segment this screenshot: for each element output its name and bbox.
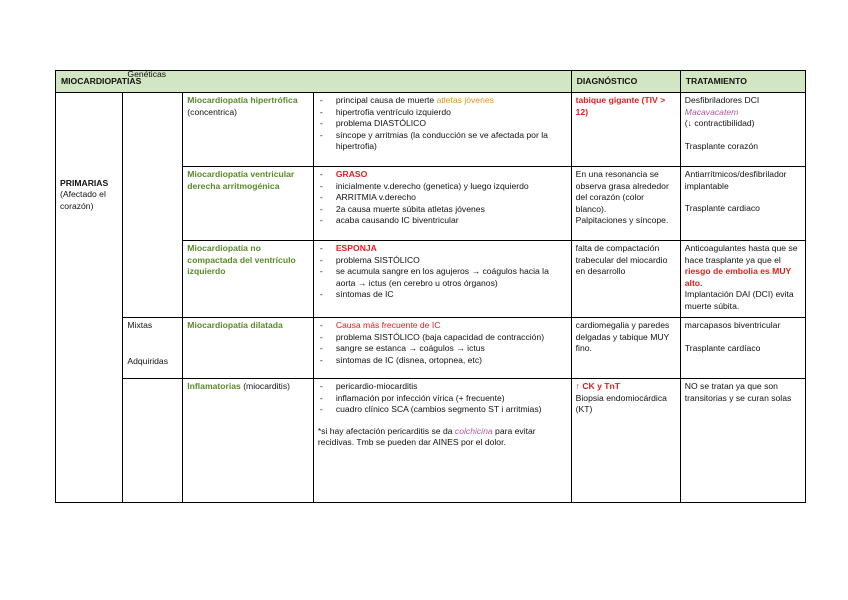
list-item: - inflamación por infección vírica (+ frecuente) (318, 393, 567, 405)
diag-no-compactada: falta de compactación trabecular del miocardio en desarrollo (571, 241, 680, 318)
row-dilatada (56, 318, 806, 379)
list-item: - Causa más frecuente de IC (318, 320, 567, 332)
list-item: - síntomas de IC (318, 289, 567, 301)
list-item: - problema DIASTÓLICO (318, 118, 567, 130)
group-geneticas-label: Genéticas (127, 69, 167, 79)
trat-dilatada: marcapasos biventricular Trasplante cardíaco (680, 318, 805, 379)
list-item: - 2a causa muerte súbita atletas jóvenes (318, 204, 567, 216)
row-hipertrofica (56, 93, 806, 167)
diag-hipertrofica: tabique gigante (TIV > 12) (571, 93, 680, 167)
list-item: - problema SISTÓLICO (baja capacidad de contracción) (318, 332, 567, 344)
header-tratamiento: TRATAMIENTO (680, 71, 805, 93)
list-item: - cuadro clínico SCA (cambios segmento ST i arritmias) (318, 404, 567, 416)
note-inflamatorias: *si hay afectación pericarditis se da colchicina para evitar recidivas. Tmb se pueden dar AINES por el dolor. (317, 425, 536, 447)
desc-hipertrofica (313, 93, 571, 167)
name-inflamatorias: Inflamatorias (miocarditis) (183, 379, 314, 503)
desc-no-compactada (313, 241, 571, 318)
name-hipertrofica (183, 93, 314, 167)
name-arritmogenica: Miocardiopatía ventricular derecha arritmogénica (183, 167, 314, 241)
list-item: - principal causa de muerte atletas jóvenes (318, 95, 567, 107)
list-item: - GRASO (318, 169, 567, 181)
diag-arritmogenica: En una resonancia se observa grasa alrededor del corazón (color blanco). Palpitaciones y síncope. (571, 167, 680, 241)
diag-inflamatorias: ↑ CK y TnT Biopsia endomiocárdica (KT) (571, 379, 680, 503)
list-item: - pericardio-miocarditis (318, 381, 567, 393)
list-item: - ARRITMIA v.derecho (318, 192, 567, 204)
group-adquiridas: Adquiridas (123, 379, 183, 503)
hipertrofica-title: Miocardiopatía hipertrófica (187, 95, 298, 105)
header-miocardiopatias: MIOCARDIOPATIAS (56, 71, 572, 93)
group-geneticas (123, 69, 183, 318)
primarias-label: PRIMARIAS (60, 177, 109, 188)
hipertrofica-extra: (concentrica) (187, 106, 237, 117)
desc-dilatada (313, 318, 571, 379)
trat-arritmogenica: Antiarrítmicos/desfibrilador implantable Trasplante cardiaco (680, 167, 805, 241)
diag-dilatada: cardiomegalia y paredes delgadas y tabique MUY fino. (571, 318, 680, 379)
miocardiopatias-table (55, 70, 806, 503)
list-item: - síntomas de IC (disnea, ortopnea, etc) (318, 355, 567, 367)
list-item: - hipertrofia ventrículo izquierdo (318, 107, 567, 119)
primarias-cell (56, 93, 123, 503)
trat-hipertrofica: Desfibriladores DCI Macavacatem (↓ contractibilidad) Trasplante corazón (680, 93, 805, 167)
list-item: - inicialmente v.derecho (genetica) y luego izquierdo (318, 181, 567, 193)
trat-no-compactada: Anticoagulantes hasta que se hace trasplante ya que el riesgo de embolia es MUY alto. Implantación DAI (DCI) evita muerte súbita. (680, 241, 805, 318)
desc-inflamatorias (313, 379, 571, 503)
list-item: - sangre se estanca → coágulos → ictus (318, 343, 567, 355)
name-dilatada: Miocardiopatía dilatada (183, 318, 314, 379)
header-diagnostico: DIAGNÓSTICO (571, 71, 680, 93)
name-no-compactada: Miocardiopatía no compactada del ventrículo izquierdo (183, 241, 314, 318)
desc-arritmogenica (313, 167, 571, 241)
list-item: - ESPONJA (318, 243, 567, 255)
row-inflamatorias (56, 379, 806, 503)
trat-inflamatorias: NO se tratan ya que son transitorias y se curan solas (680, 379, 805, 503)
group-mixtas: Mixtas (123, 318, 183, 379)
list-item: - acaba causando IC biventricular (318, 215, 567, 227)
list-item: - problema SISTÓLICO (318, 255, 567, 267)
primarias-sub: (Afectado el corazón) (60, 189, 106, 211)
list-item: - síncope y arritmias (la conducción se ve afectada por la hipertrofia) (318, 130, 567, 153)
list-item: - se acumula sangre en los agujeros → coágulos hacia la aorta → ictus (en cerebro u otros órganos) (318, 266, 567, 289)
